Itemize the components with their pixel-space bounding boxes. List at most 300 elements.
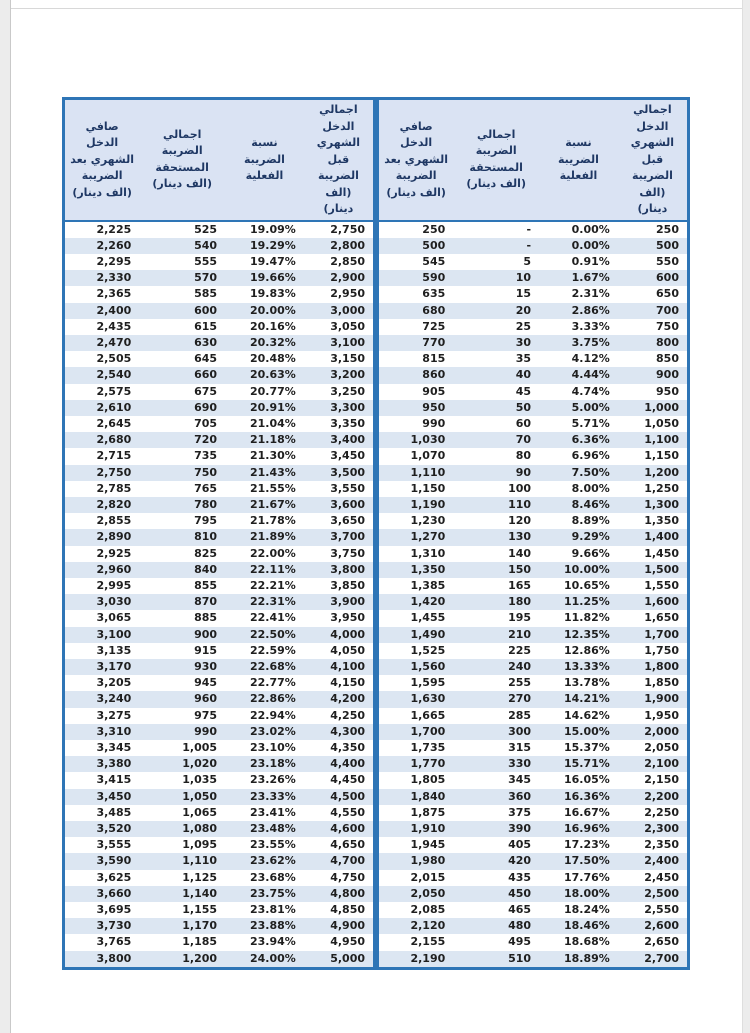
cell: 900 — [656, 368, 679, 382]
cell: 17.76% — [564, 870, 610, 884]
cell: 12.86% — [564, 643, 610, 657]
table-row — [378, 951, 689, 969]
cell: 2,650 — [644, 935, 679, 949]
cell: 1,190 — [410, 497, 446, 511]
cell: 1,700 — [644, 627, 679, 641]
cell: 22.21% — [250, 578, 296, 592]
cell: 2,150 — [644, 773, 679, 787]
table-row — [64, 335, 375, 351]
table-row — [378, 497, 689, 513]
cell: 495 — [508, 935, 532, 949]
cell: 1,140 — [182, 886, 218, 900]
cell: 1,095 — [182, 838, 218, 852]
cell: 3,450 — [96, 789, 132, 803]
cell: 195 — [508, 611, 532, 625]
cell: 6.96% — [571, 449, 610, 463]
cell: 2,505 — [96, 352, 132, 366]
cell: 20.91% — [250, 400, 296, 414]
cell: 180 — [508, 595, 532, 609]
tax-tables-container — [62, 97, 690, 970]
cell: 0.91% — [571, 254, 610, 268]
table-row — [64, 481, 375, 497]
cell: 23.94% — [250, 935, 296, 949]
table-row — [378, 481, 689, 497]
cell: 3,750 — [330, 546, 365, 560]
cell: 1,735 — [410, 741, 446, 754]
tax-table-part2 — [62, 97, 376, 970]
cell: 540 — [194, 238, 218, 252]
cell: 3,275 — [96, 708, 132, 722]
table-row — [64, 270, 375, 286]
cell: 240 — [508, 659, 532, 673]
table-body — [64, 221, 375, 969]
cell: 23.55% — [250, 838, 296, 852]
cell: 800 — [656, 335, 679, 349]
table-row — [378, 756, 689, 772]
cell: 3,135 — [96, 643, 132, 657]
cell: 5.00% — [571, 400, 610, 414]
cell: 23.41% — [250, 805, 296, 819]
cell: 1,400 — [644, 530, 679, 544]
table-row — [64, 221, 375, 238]
cell: 0.00% — [571, 222, 610, 236]
table-row — [64, 448, 375, 464]
cell: 2,785 — [96, 481, 132, 495]
cell: 23.18% — [250, 757, 296, 771]
table-row — [378, 740, 689, 756]
cell: 2,610 — [96, 400, 132, 414]
table-row — [378, 853, 689, 869]
cell: 1,550 — [644, 578, 679, 592]
cell: 3,800 — [96, 951, 132, 965]
table-row — [64, 254, 375, 270]
cell: 750 — [656, 319, 679, 333]
table-row — [378, 691, 689, 707]
cell: 1,230 — [410, 514, 446, 528]
table-row — [378, 789, 689, 805]
cell: 1,050 — [644, 416, 679, 430]
cell: 22.11% — [250, 562, 296, 576]
cell: 9.66% — [571, 546, 610, 560]
cell: 1,110 — [410, 465, 446, 479]
cell: 2,575 — [96, 384, 132, 398]
cell: 1,450 — [644, 546, 679, 560]
cell: 16.05% — [564, 773, 610, 787]
cell: 24.00% — [250, 951, 296, 965]
cell: 8.46% — [571, 497, 610, 511]
cell: 255 — [508, 676, 532, 690]
cell: 3,200 — [330, 368, 365, 382]
cell: 19.66% — [250, 271, 296, 285]
cell: 630 — [194, 335, 218, 349]
table-row — [64, 756, 375, 772]
cell: 1,030 — [410, 433, 446, 447]
cell: 2,925 — [96, 546, 132, 560]
cell: 2,435 — [96, 319, 132, 333]
cell: 2,155 — [410, 935, 446, 949]
table-row — [64, 400, 375, 416]
cell: 850 — [656, 352, 679, 366]
cell: 11.25% — [564, 595, 610, 609]
cell: 2,645 — [96, 416, 132, 430]
cell: 1,455 — [410, 611, 446, 625]
table-row — [64, 870, 375, 886]
cell: 860 — [422, 368, 446, 382]
cell: - — [526, 222, 532, 236]
cell: 3,900 — [330, 595, 365, 609]
cell: 855 — [194, 578, 218, 592]
cell: 1,200 — [644, 465, 679, 479]
cell: 905 — [422, 384, 446, 398]
table-row — [64, 708, 375, 724]
table-row — [378, 254, 689, 270]
table-row — [378, 886, 689, 902]
cell: 3,250 — [330, 384, 365, 398]
cell: 770 — [422, 335, 446, 349]
cell: 2,450 — [644, 870, 679, 884]
page-edge-right — [742, 0, 750, 1033]
cell: 2,100 — [644, 757, 679, 771]
cell: 15 — [515, 287, 532, 301]
cell: 18.89% — [564, 951, 610, 965]
cell: 4.12% — [571, 352, 610, 366]
cell: 60 — [515, 416, 532, 430]
table-row — [64, 562, 375, 578]
table-row — [378, 367, 689, 383]
cell: 25 — [515, 319, 532, 333]
cell: 20 — [515, 303, 532, 317]
table-row — [64, 432, 375, 448]
cell: 2,000 — [644, 724, 679, 738]
table-row — [378, 400, 689, 416]
table-row — [378, 594, 689, 610]
cell: 17.23% — [564, 838, 610, 852]
cell: 225 — [508, 643, 532, 657]
cell: 510 — [508, 951, 532, 965]
cell: 14.62% — [564, 708, 610, 722]
cell: 3,150 — [330, 352, 365, 366]
table-row — [64, 465, 375, 481]
cell: 1.67% — [571, 271, 610, 285]
cell: 10.00% — [564, 562, 610, 576]
cell: 19.29% — [250, 238, 296, 252]
cell: 21.18% — [250, 433, 296, 447]
cell: 6.36% — [571, 433, 610, 447]
cell: 2,900 — [330, 271, 365, 285]
cell: 700 — [656, 303, 679, 317]
cell: 22.86% — [250, 692, 296, 706]
cell: 15.37% — [564, 741, 610, 754]
cell: 450 — [508, 886, 532, 900]
cell: 4,400 — [330, 757, 365, 771]
cell: 660 — [194, 368, 218, 382]
table-row — [378, 708, 689, 724]
cell: 110 — [508, 497, 532, 511]
cell: 17.50% — [564, 854, 610, 868]
table-row — [378, 610, 689, 626]
cell: 21.30% — [250, 449, 296, 463]
cell: 19.47% — [250, 254, 296, 268]
table-row — [64, 238, 375, 254]
cell: 21.55% — [250, 481, 296, 495]
cell: 3,590 — [96, 854, 132, 868]
cell: 20.00% — [250, 303, 296, 317]
cell: 810 — [194, 530, 218, 544]
table-row — [64, 659, 375, 675]
table-row — [64, 886, 375, 902]
cell: 2,820 — [96, 497, 132, 511]
cell: 23.26% — [250, 773, 296, 787]
cell: 18.00% — [564, 886, 610, 900]
table-row — [64, 821, 375, 837]
cell: 3.33% — [571, 319, 610, 333]
cell: 23.68% — [250, 870, 296, 884]
cell: 555 — [194, 254, 218, 268]
cell: 1,840 — [410, 789, 446, 803]
cell: 1,875 — [410, 805, 446, 819]
col-header-effective-tax-rate: نسبة الضريبة الفعلية — [225, 99, 304, 221]
cell: 1,650 — [644, 611, 679, 625]
table-row — [64, 594, 375, 610]
table-header — [378, 99, 689, 221]
cell: 2,540 — [96, 368, 132, 382]
cell: 1,020 — [182, 757, 218, 771]
table-row — [64, 951, 375, 969]
cell: 795 — [194, 514, 218, 528]
cell: 690 — [194, 400, 218, 414]
cell: 22.68% — [250, 659, 296, 673]
cell: 40 — [515, 368, 532, 382]
cell: 23.48% — [250, 822, 296, 836]
cell: 3,300 — [330, 400, 365, 414]
cell: 3,345 — [96, 741, 132, 754]
cell: 19.83% — [250, 287, 296, 301]
col-header-net-income-after-tax: صافي الدخل الشهري بعد الضريبة (الف دينار) — [378, 99, 454, 221]
table-row — [64, 529, 375, 545]
cell: 1,850 — [644, 676, 679, 690]
cell: 3,500 — [330, 465, 365, 479]
table-row — [378, 870, 689, 886]
cell: 4.74% — [571, 384, 610, 398]
table-row — [378, 724, 689, 740]
cell: 1,980 — [410, 854, 446, 868]
table-row — [64, 286, 375, 302]
cell: 2,960 — [96, 562, 132, 576]
cell: 4,250 — [330, 708, 365, 722]
table-row — [378, 319, 689, 335]
tax-table-part1 — [376, 97, 690, 970]
table-row — [378, 221, 689, 238]
table-row — [378, 902, 689, 918]
cell: 20.63% — [250, 368, 296, 382]
col-header-income-before-tax: اجمالي الدخل الشهري قبل الضريبة (الف دينار) — [618, 99, 689, 221]
cell: 140 — [508, 546, 532, 560]
cell: 30 — [515, 335, 532, 349]
cell: 1,150 — [410, 481, 446, 495]
table-row — [64, 934, 375, 950]
cell: 4,700 — [330, 854, 365, 868]
cell: 1,910 — [410, 822, 446, 836]
cell: 345 — [508, 773, 532, 787]
table-row — [64, 513, 375, 529]
cell: 2,050 — [410, 886, 446, 900]
table-row — [378, 416, 689, 432]
cell: 100 — [508, 481, 532, 495]
cell: 3,765 — [96, 935, 132, 949]
cell: 2,995 — [96, 578, 132, 592]
cell: 675 — [194, 384, 218, 398]
cell: 3,700 — [330, 530, 365, 544]
table-row — [64, 546, 375, 562]
cell: 750 — [194, 465, 218, 479]
cell: 3,660 — [96, 886, 132, 900]
table-row — [378, 918, 689, 934]
cell: 600 — [194, 303, 218, 317]
cell: 590 — [422, 271, 446, 285]
cell: 435 — [508, 870, 532, 884]
table-row — [378, 303, 689, 319]
cell: 330 — [508, 757, 532, 771]
cell: 250 — [656, 222, 679, 236]
table-row — [64, 367, 375, 383]
table-row — [64, 740, 375, 756]
cell: 1,150 — [644, 449, 679, 463]
cell: 3,050 — [330, 319, 365, 333]
cell: 11.82% — [564, 611, 610, 625]
table-row — [64, 627, 375, 643]
page-edge-top — [11, 8, 742, 9]
table-row — [64, 497, 375, 513]
cell: 840 — [194, 562, 218, 576]
cell: 3,415 — [96, 773, 132, 787]
cell: 825 — [194, 546, 218, 560]
table-row — [378, 465, 689, 481]
cell: 1,630 — [410, 692, 446, 706]
cell: 4.44% — [571, 368, 610, 382]
cell: 2,190 — [410, 951, 446, 965]
cell: 3,730 — [96, 919, 132, 933]
cell: 22.59% — [250, 643, 296, 657]
cell: 1,185 — [182, 935, 218, 949]
cell: 420 — [508, 854, 532, 868]
cell: 23.33% — [250, 789, 296, 803]
cell: 16.96% — [564, 822, 610, 836]
table-row — [64, 772, 375, 788]
table-row — [378, 643, 689, 659]
cell: 1,750 — [644, 643, 679, 657]
table-row — [378, 529, 689, 545]
cell: 705 — [194, 416, 218, 430]
cell: 360 — [508, 789, 532, 803]
cell: 23.10% — [250, 741, 296, 754]
cell: 3,400 — [330, 433, 365, 447]
cell: 1,125 — [182, 870, 218, 884]
cell: 16.36% — [564, 789, 610, 803]
cell: 3,625 — [96, 870, 132, 884]
cell: 22.50% — [250, 627, 296, 641]
cell: 35 — [515, 352, 532, 366]
table-row — [378, 238, 689, 254]
cell: 1,065 — [182, 805, 218, 819]
cell: 5 — [523, 254, 532, 268]
cell: 3,950 — [330, 611, 365, 625]
cell: 23.81% — [250, 903, 296, 917]
table-row — [64, 643, 375, 659]
cell: 23.02% — [250, 724, 296, 738]
cell: 2,550 — [644, 903, 679, 917]
cell: 1,080 — [182, 822, 218, 836]
cell: 70 — [515, 433, 532, 447]
cell: 960 — [194, 692, 218, 706]
cell: 4,450 — [330, 773, 365, 787]
table-row — [64, 303, 375, 319]
cell: 1,200 — [182, 951, 218, 965]
cell: 1,035 — [182, 773, 218, 787]
cell: 90 — [515, 465, 532, 479]
cell: 4,650 — [330, 838, 365, 852]
cell: 18.24% — [564, 903, 610, 917]
cell: 1,900 — [644, 692, 679, 706]
cell: 3,240 — [96, 692, 132, 706]
table-row — [64, 675, 375, 691]
cell: 20.48% — [250, 352, 296, 366]
cell: 2.86% — [571, 303, 610, 317]
cell: 4,800 — [330, 886, 365, 900]
header-row — [64, 99, 375, 221]
cell: 8.00% — [571, 481, 610, 495]
cell: 4,850 — [330, 903, 365, 917]
page-edge-left — [0, 0, 11, 1033]
cell: 22.00% — [250, 546, 296, 560]
cell: 12.35% — [564, 627, 610, 641]
cell: 10.65% — [564, 578, 610, 592]
cell: 4,600 — [330, 822, 365, 836]
cell: 1,945 — [410, 838, 446, 852]
cell: 2,855 — [96, 514, 132, 528]
cell: 725 — [422, 319, 446, 333]
cell: 20.16% — [250, 319, 296, 333]
cell: 3.75% — [571, 335, 610, 349]
cell: 930 — [194, 659, 218, 673]
cell: 2,600 — [644, 919, 679, 933]
cell: 2,300 — [644, 822, 679, 836]
cell: 2,365 — [96, 287, 132, 301]
cell: 23.75% — [250, 886, 296, 900]
cell: 130 — [508, 530, 532, 544]
cell: 600 — [656, 271, 679, 285]
cell: 3,450 — [330, 449, 365, 463]
cell: 1,595 — [410, 676, 446, 690]
table-row — [64, 610, 375, 626]
cell: 570 — [194, 271, 218, 285]
col-header-tax-due: اجمالي الضريبة المستحقة (الف دينار) — [139, 99, 225, 221]
cell: 945 — [194, 676, 218, 690]
cell: 735 — [194, 449, 218, 463]
table-row — [378, 659, 689, 675]
cell: 915 — [194, 643, 218, 657]
cell: 1,000 — [644, 400, 679, 414]
table-row — [378, 805, 689, 821]
cell: 4,950 — [330, 935, 365, 949]
cell: 16.67% — [564, 805, 610, 819]
cell: 780 — [194, 497, 218, 511]
cell: 18.46% — [564, 919, 610, 933]
table-row — [378, 675, 689, 691]
cell: 2,225 — [96, 222, 132, 236]
cell: 21.89% — [250, 530, 296, 544]
table-row — [64, 578, 375, 594]
cell: 3,350 — [330, 416, 365, 430]
